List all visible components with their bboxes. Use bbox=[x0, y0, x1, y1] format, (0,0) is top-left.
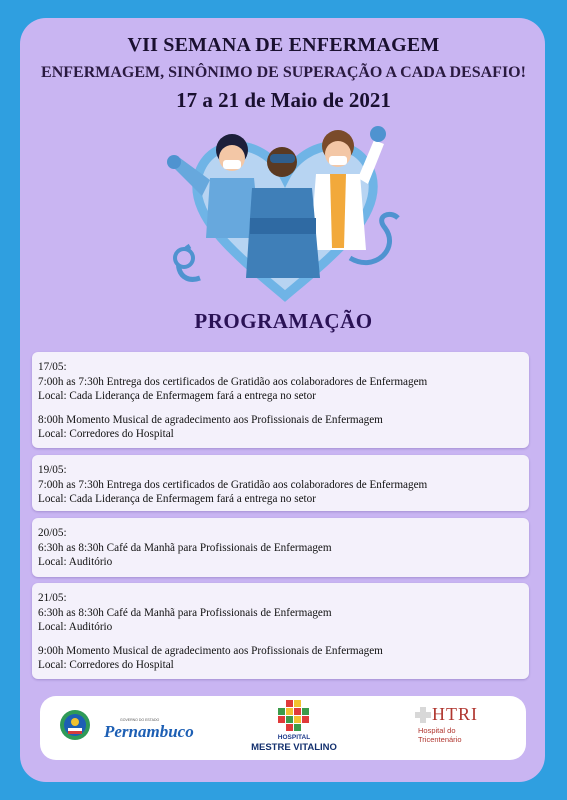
event-location: Local: Corredores do Hospital bbox=[38, 428, 174, 440]
event-time-title: 7:00h as 7:30h Entrega dos certificados de Gratidão aos colaboradores de Enfermagem bbox=[38, 375, 428, 388]
event-location: Local: Corredores do Hospital bbox=[38, 659, 174, 671]
day-date: 19/05: bbox=[38, 464, 67, 476]
event-time-title: 6:30h as 8:30h Café da Manhã para Profissionais de Enfermagem bbox=[38, 541, 332, 554]
event-location: Local: Cada Liderança de Enfermagem fará a entrega no setor bbox=[38, 390, 316, 402]
day-date: 20/05: bbox=[38, 527, 67, 539]
doctor-shirt bbox=[330, 174, 346, 248]
schedule-day-2005 bbox=[32, 518, 529, 577]
pernambuco-wordmark: Pernambuco bbox=[104, 722, 194, 741]
event-time-title: 8:00h Momento Musical de agradecimento aos Profissionais de Enfermagem bbox=[38, 413, 383, 426]
schedule-day-1705 bbox=[32, 352, 529, 448]
colored-blocks-icon bbox=[272, 700, 316, 734]
hospital-label: HOSPITAL bbox=[277, 734, 311, 741]
event-time-title: 7:00h as 7:30h Entrega dos certificados de Gratidão aos colaboradores de Enfermagem bbox=[38, 478, 428, 491]
stethoscope-bell bbox=[175, 249, 193, 267]
goggles-icon bbox=[270, 154, 295, 163]
day-date: 17/05: bbox=[38, 361, 67, 373]
hospital-mestre-vitalino-logo bbox=[244, 700, 344, 758]
state-seal-icon bbox=[58, 708, 92, 742]
hospital-name: MESTRE VITALINO bbox=[251, 742, 337, 753]
glove-icon bbox=[167, 155, 181, 169]
hospital-tricentenario-logo bbox=[410, 704, 510, 756]
mask-icon bbox=[223, 160, 241, 169]
crossed-arms bbox=[250, 218, 316, 234]
pernambuco-government-label: GOVERNO DO ESTADO bbox=[120, 718, 160, 722]
medical-cross-icon bbox=[414, 706, 432, 724]
schedule-day-2105 bbox=[32, 583, 529, 679]
event-location: Local: Cada Liderança de Enfermagem fará a entrega no setor bbox=[38, 493, 316, 505]
event-time-title: 9:00h Momento Musical de agradecimento aos Profissionais de Enfermagem bbox=[38, 644, 383, 657]
poster-title: VII SEMANA DE ENFERMAGEM bbox=[127, 34, 440, 56]
event-location: Local: Auditório bbox=[38, 556, 113, 568]
thumbs-up-icon bbox=[370, 126, 386, 142]
sponsor-logos-bar bbox=[40, 696, 526, 760]
event-time-title: 6:30h as 8:30h Café da Manhã para Profissionais de Enfermagem bbox=[38, 606, 332, 619]
hospital-name-line1: Hospital do bbox=[418, 726, 456, 735]
poster-dates: 17 a 21 de Maio de 2021 bbox=[176, 88, 391, 112]
schedule-day-1905 bbox=[32, 455, 529, 511]
event-location: Local: Auditório bbox=[38, 621, 113, 633]
poster-subtitle: ENFERMAGEM, SINÔNIMO DE SUPERAÇÃO A CADA DESAFIO! bbox=[41, 64, 526, 81]
section-title: PROGRAMAÇÃO bbox=[194, 309, 373, 333]
hospital-abbreviation: HTRI bbox=[432, 704, 478, 724]
nurses-heart-illustration bbox=[160, 118, 410, 308]
hospital-name-line2: Tricentenário bbox=[418, 735, 462, 744]
day-date: 21/05: bbox=[38, 592, 67, 604]
pernambuco-logo bbox=[56, 708, 206, 748]
mask-icon bbox=[329, 156, 347, 165]
